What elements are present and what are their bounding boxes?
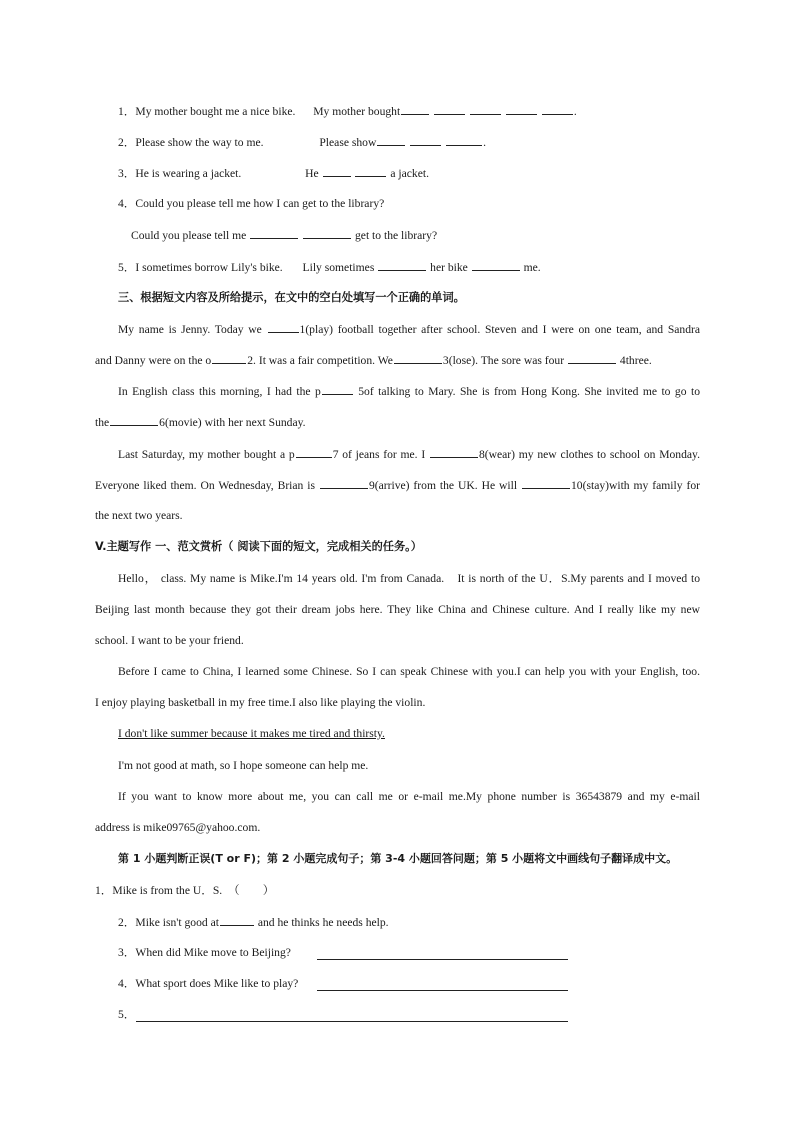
- cloze-p3-line3: the next two years.: [95, 509, 183, 522]
- q2-rewrite: Please show: [319, 136, 377, 149]
- cloze-p1-line2: [95, 352, 700, 369]
- task-1: 1．Mike is from the U．S. （ ）: [95, 884, 275, 897]
- task-3-answer-line[interactable]: [317, 959, 568, 960]
- q1-blank[interactable]: [470, 103, 501, 115]
- cloze-blank-7[interactable]: [296, 446, 332, 458]
- cloze-text: and Danny were on the o: [95, 354, 212, 367]
- cloze-blank-2[interactable]: [212, 352, 246, 364]
- q4-blank[interactable]: [250, 227, 298, 239]
- cloze-text: 3(lose). The sore was four: [442, 354, 565, 367]
- q5-sentence: 5．I sometimes borrow Lily's bike.: [118, 261, 283, 274]
- q3-sentence: 3．He is wearing a jacket.: [118, 167, 242, 180]
- q2-end: .: [483, 136, 487, 149]
- q2-blank[interactable]: [446, 134, 482, 146]
- q2-sentence: 2．Please show the way to me.: [118, 136, 264, 149]
- cloze-text: 5of talking to Mary. She is from Hong Kong. She invited me to go to: [358, 385, 701, 398]
- task-4: 4．What sport does Mike like to play?: [118, 977, 299, 990]
- cloze-blank-10[interactable]: [522, 477, 570, 489]
- q3-rewrite: He: [305, 167, 319, 180]
- section-heading-3: 三、根据短文内容及所给提示，在文中的空白处填写一个正确的单词。: [118, 291, 465, 304]
- q5-blank[interactable]: [472, 259, 520, 271]
- cloze-p2-line2: [95, 414, 700, 431]
- passage-line: If you want to know more about me, you can call me or e-mail me.My phone number is 36543879 and my e-mail: [118, 790, 700, 803]
- cloze-p3-line1: [118, 446, 700, 463]
- q3: [118, 165, 723, 182]
- q5: [118, 259, 723, 276]
- task-2-blank[interactable]: [220, 914, 254, 926]
- q4-rewrite: Could you please tell me: [131, 229, 247, 242]
- q5-blank[interactable]: [378, 259, 426, 271]
- task-2: [118, 914, 723, 931]
- cloze-blank-9[interactable]: [320, 477, 368, 489]
- task-2-text: and he thinks he needs help.: [257, 916, 389, 929]
- cloze-text: Everyone liked them. On Wednesday, Brian is: [95, 479, 316, 492]
- task-instructions: 第 1 小题判断正误(T or F)；第 2 小题完成句子；第 3-4 小题回答问题；第 5 小题将文中画线句子翻译成中文。: [118, 852, 678, 865]
- cloze-text: 1(play) football together after school. Steven and I were on one team, and Sandra: [299, 323, 701, 336]
- cloze-text: 4three.: [619, 354, 652, 367]
- passage-line: school. I want to be your friend.: [95, 634, 244, 647]
- passage-line: Beijing last month because they got their dream jobs here. They like China and Chinese culture. And I really like my new: [95, 603, 700, 616]
- cloze-text: 8(wear) my new clothes to school on Monday.: [478, 448, 700, 461]
- cloze-text: My name is Jenny. Today we: [118, 323, 262, 336]
- q4: [118, 196, 723, 212]
- q1-blank[interactable]: [401, 103, 429, 115]
- cloze-text: 6(movie) with her next Sunday.: [159, 416, 306, 429]
- passage-line: I enjoy playing basketball in my free time.I also like playing the violin.: [95, 696, 426, 709]
- q3-blank[interactable]: [355, 165, 386, 177]
- cloze-blank-1[interactable]: [268, 321, 299, 333]
- passage-underlined-sentence: [118, 726, 723, 742]
- q2-blank[interactable]: [410, 134, 441, 146]
- q1: [118, 103, 723, 120]
- passage-line: I'm not good at math, so I hope someone can help me.: [118, 759, 369, 772]
- q1-blank[interactable]: [434, 103, 465, 115]
- task-5: 5．: [118, 1008, 136, 1021]
- cloze-text: 2. It was a fair competition. We: [247, 354, 393, 367]
- q1-blank[interactable]: [506, 103, 537, 115]
- task-5-answer-line[interactable]: [136, 1021, 568, 1022]
- underlined-sentence: I don't like summer because it makes me tired and thirsty.: [118, 727, 385, 740]
- q3-end: a jacket.: [390, 167, 429, 180]
- cloze-blank-6[interactable]: [110, 414, 158, 426]
- q4-sentence: 4．Could you please tell me how I can get to the library?: [118, 197, 385, 210]
- passage-line: address is mike09765@yahoo.com.: [95, 821, 261, 834]
- q1-blank[interactable]: [542, 103, 573, 115]
- q1-sentence: 1．My mother bought me a nice bike.: [118, 105, 296, 118]
- q4-rewrite-line: [131, 227, 736, 244]
- cloze-p3-line2: [95, 477, 700, 494]
- q1-end: .: [573, 105, 577, 118]
- cloze-text: the: [95, 416, 110, 429]
- passage-line: Hello， class. My name is Mike.I'm 14 years old. I'm from Canada. It is north of the U．S.My parents and I moved to: [118, 572, 700, 585]
- cloze-p1-line1: [118, 321, 700, 338]
- q5-rewrite: Lily sometimes: [302, 261, 375, 274]
- cloze-text: 9(arrive) from the UK. He will: [368, 479, 518, 492]
- q4-end: get to the library?: [355, 229, 438, 242]
- cloze-text: 10(stay)with my family for: [571, 479, 700, 492]
- cloze-text: Last Saturday, my mother bought a p: [118, 448, 295, 461]
- task-3: 3．When did Mike move to Beijing?: [118, 946, 291, 959]
- q4-blank[interactable]: [303, 227, 351, 239]
- task-2-text: 2．Mike isn't good at: [118, 916, 219, 929]
- q3-blank[interactable]: [323, 165, 351, 177]
- cloze-p2-line1: [118, 383, 700, 400]
- q1-rewrite: My mother bought: [313, 105, 401, 118]
- passage-line: Before I came to China, I learned some Chinese. So I can speak Chinese with you.I can help you with your English, too.: [118, 665, 700, 678]
- section-heading-5: V.主题写作 一、范文赏析（ 阅读下面的短文，完成相关的任务。）: [95, 540, 422, 553]
- cloze-blank-8[interactable]: [430, 446, 478, 458]
- cloze-blank-3[interactable]: [394, 352, 442, 364]
- q2: [118, 134, 723, 151]
- q2-blank[interactable]: [377, 134, 405, 146]
- cloze-text: In English class this morning, I had the p: [118, 385, 321, 398]
- q5-mid: her bike: [430, 261, 468, 274]
- cloze-blank-4[interactable]: [568, 352, 616, 364]
- q5-end: me.: [523, 261, 541, 274]
- cloze-blank-5[interactable]: [322, 383, 353, 395]
- cloze-text: 7 of jeans for me. I: [332, 448, 426, 461]
- task-4-answer-line[interactable]: [317, 990, 568, 991]
